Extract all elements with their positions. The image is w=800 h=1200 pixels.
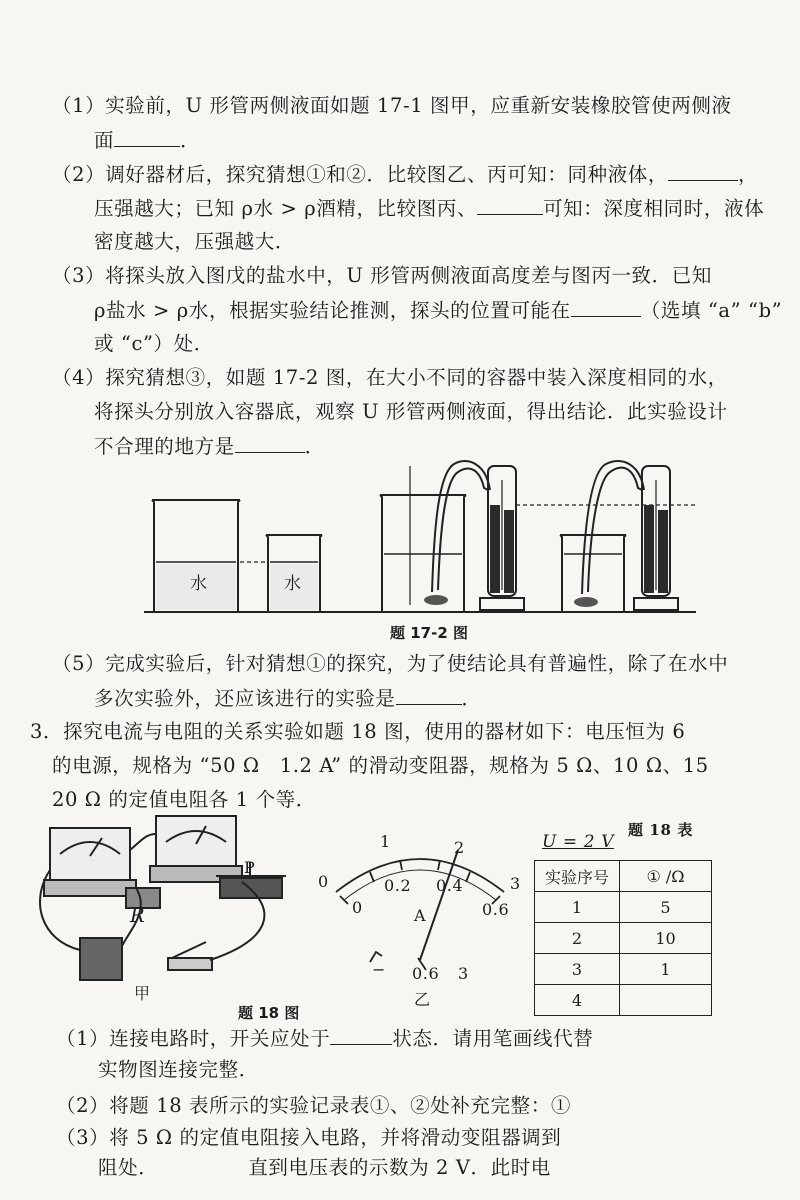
- dial-bottom-0: 0: [352, 898, 363, 917]
- answer-blank[interactable]: [396, 686, 462, 705]
- dial-top-1: 1: [380, 832, 391, 851]
- q17-part2-text: （2）调好器材后，探究猜想①和②．比较图乙、丙可知：同种液体，: [52, 163, 669, 186]
- table-row: [535, 892, 712, 923]
- q17-part4-line1: （4）探究猜想③，如题 17-2 图，在大小不同的容器中装入深度相同的水，: [52, 366, 728, 389]
- dial-top-0: 0: [318, 872, 329, 891]
- table-header-cell: ① /Ω: [620, 861, 712, 892]
- q17-part2-line3: 密度越大，压强越大．: [94, 230, 296, 253]
- dial-top-3: 3: [510, 874, 521, 893]
- beaker-water-label-1: 水: [190, 574, 208, 594]
- q17-part5-text: 多次实验外，还应该进行的实验是: [94, 687, 396, 710]
- q17-part5-line1: （5）完成实验后，针对猜想①的探究，为了使结论具有普遍性，除了在水中: [52, 652, 729, 675]
- q18-part3-text2: 直到电压表的示数为 2 V．此时电: [248, 1156, 551, 1179]
- answer-blank[interactable]: [114, 128, 180, 147]
- q17-part3-text: ρ盐水 > ρ水，根据实验结论推测，探头的位置可能在: [94, 299, 571, 322]
- q17-part3-line3: 或 “c”）处．: [94, 332, 214, 355]
- table-cell: 4: [535, 985, 620, 1016]
- table-header-cell: 实验序号: [535, 861, 620, 892]
- table-cell: 1: [620, 954, 712, 985]
- table-row: [535, 985, 712, 1016]
- q18-part1-line1: [56, 1026, 593, 1051]
- terminal-minus: −: [372, 960, 387, 979]
- circuit-photo: [30, 810, 300, 990]
- q18-part3-line1: （3）将 5 Ω 的定值电阻接入电路，并将滑动变阻器调到: [56, 1126, 562, 1149]
- table-cell: 10: [620, 923, 712, 954]
- dial-bottom-04: 0.4: [436, 876, 464, 895]
- q18-part1-text: （1）连接电路时，开关应处于: [56, 1027, 331, 1050]
- q18-intro-line1: 3．探究电流与电阻的关系实验如题 18 图，使用的器材如下：电压恒为 6: [30, 720, 686, 743]
- figure-17-2-caption: 题 17-2 图: [390, 624, 468, 642]
- q17-part4-text: 不合理的地方是: [94, 435, 235, 458]
- q18-part3-text: 阻处．: [98, 1156, 159, 1179]
- dial-bottom-06: 0.6: [482, 900, 510, 919]
- figure-yi-label: 乙: [414, 990, 431, 1009]
- slider-label: P: [244, 858, 256, 877]
- punct: ，: [738, 163, 759, 186]
- q17-part2-line1: [52, 162, 758, 187]
- q17-part3-text2: （选填 “a” “b”: [640, 299, 783, 322]
- q17-part4-line3: 不合理的地方是 ．: [94, 435, 325, 458]
- q18-part3-line2: [98, 1156, 551, 1180]
- answer-blank[interactable]: [477, 196, 543, 215]
- q17-part3-line1: （3）将探头放入图戊的盐水中，U 形管两侧液面高度差与图丙一致．已知: [52, 264, 712, 287]
- resistor-label: R: [130, 904, 146, 927]
- q17-part2-line2: [94, 196, 764, 221]
- table-voltage: U = 2 V: [542, 832, 615, 852]
- figure-jia-label: 甲: [134, 984, 151, 1003]
- answer-blank[interactable]: [571, 298, 641, 317]
- table-row: [535, 861, 712, 892]
- figure-17-2: [140, 450, 700, 620]
- q18-intro-line2: 的电源，规格为 “50 Ω 1.2 A” 的滑动变阻器，规格为 5 Ω、10 Ω、15: [52, 754, 709, 777]
- dial-bottom-02: 0.2: [384, 876, 412, 895]
- table-row: [535, 954, 712, 985]
- table-cell: 3: [535, 954, 620, 985]
- table-row: [535, 923, 712, 954]
- q17-part2-text2: 压强越大；已知 ρ水 > ρ酒精，比较图丙、: [94, 197, 478, 220]
- dial-unit: A: [414, 906, 427, 925]
- terminal-3: 3: [458, 964, 469, 983]
- q17-part3-line2: [94, 298, 782, 323]
- beaker-water-label-2: 水: [284, 574, 302, 594]
- table-cell: [620, 985, 712, 1016]
- q17-part5-line2: 多次实验外，还应该进行的实验是 ．: [94, 687, 482, 710]
- table-cell: 2: [535, 923, 620, 954]
- q17-part2-text3: 可知：深度相同时，液体: [543, 197, 765, 220]
- q17-part4-line2: 将探头分别放入容器底，观察 U 形管两侧液面，得出结论．此实验设计: [94, 400, 728, 423]
- table-18-caption: 题 18 表: [628, 821, 693, 839]
- q18-part1-line2: 实物图连接完整．: [98, 1058, 259, 1081]
- q17-part1-text: 面: [94, 129, 115, 152]
- q18-part1-text2: 状态．请用笔画线代替: [392, 1027, 594, 1050]
- q18-intro-line3: 20 Ω 的定值电阻各 1 个等．: [52, 788, 316, 811]
- terminal-06: 0.6: [412, 964, 440, 983]
- q17-part1-line1: （1）实验前，U 形管两侧液面如题 17-1 图甲，应重新安装橡胶管使两侧液: [52, 94, 732, 117]
- table-cell: 1: [535, 892, 620, 923]
- figure-18-caption: 题 18 图: [238, 1004, 300, 1022]
- record-table: [534, 860, 712, 1016]
- answer-blank[interactable]: [330, 1026, 392, 1045]
- answer-blank[interactable]: [668, 162, 738, 181]
- dial-top-2: 2: [454, 838, 465, 857]
- q18-part2-line: （2）将题 18 表所示的实验记录表①、②处补充完整：①: [56, 1094, 571, 1117]
- q17-part1-line2: 面 ．: [94, 129, 201, 152]
- table-cell: 5: [620, 892, 712, 923]
